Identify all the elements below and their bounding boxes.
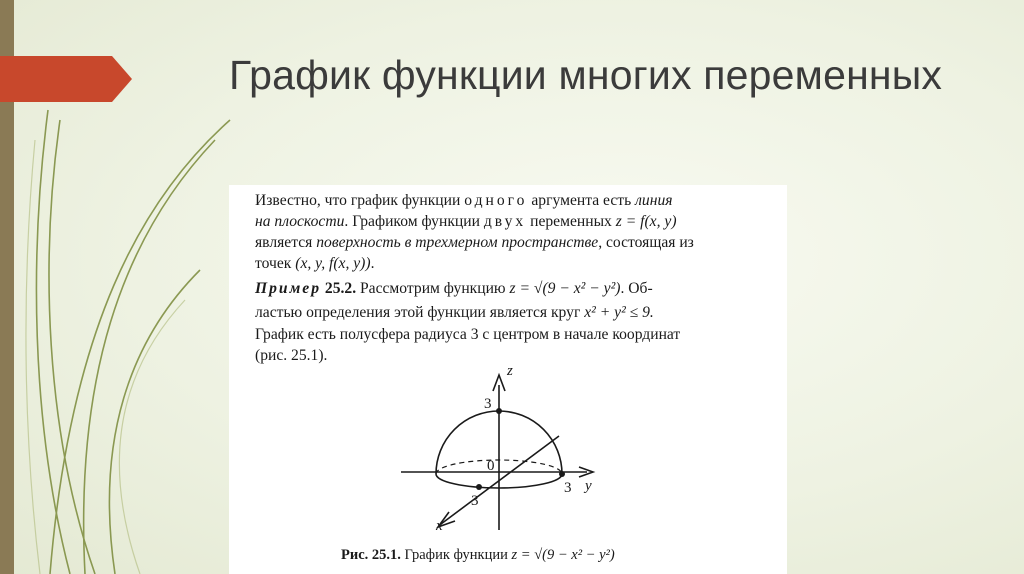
- doc-text-spaced: одного: [464, 192, 528, 209]
- doc-text: .: [370, 255, 375, 272]
- doc-formula: z = f(x, y): [615, 213, 677, 230]
- point-y3: [559, 471, 565, 477]
- figure-caption: [341, 547, 615, 564]
- caption-text: График функции: [404, 547, 508, 563]
- doc-line-7: График есть полусфера радиуса 3 с центром в начале координат: [255, 326, 681, 343]
- doc-text: аргумента есть: [531, 192, 632, 209]
- doc-text: ластью определения этой функции является круг: [255, 304, 581, 321]
- doc-text: является: [255, 234, 313, 251]
- origin-label: 0: [487, 458, 495, 474]
- decorative-curves: [0, 0, 260, 574]
- tick-label-z3: 3: [484, 396, 492, 412]
- axis-label-y: y: [585, 478, 592, 494]
- doc-formula: x² + y² ≤ 9.: [584, 304, 654, 321]
- caption-label: Рис. 25.1.: [341, 547, 401, 563]
- tick-label-x3: 3: [471, 493, 479, 509]
- axis-label-z: z: [507, 363, 513, 379]
- hemisphere-figure: [229, 185, 787, 574]
- doc-text-italic: на плоскости: [255, 213, 345, 230]
- doc-text: Рассмотрим функцию: [360, 280, 506, 297]
- point-z3: [496, 408, 502, 414]
- doc-text: . Об-: [620, 280, 653, 297]
- caption-formula: z = √(9 − x² − y²): [511, 547, 615, 563]
- doc-text-italic: поверхность в трехмерном пространстве: [316, 234, 599, 251]
- slide-title: График функции многих переменных: [229, 52, 943, 98]
- tick-label-y3: 3: [564, 480, 572, 496]
- doc-text: точек: [255, 255, 292, 272]
- doc-formula: (x, y, f(x, y)): [295, 255, 371, 272]
- doc-text: . Графиком функции: [344, 213, 480, 230]
- doc-text: Известно, что график функции: [255, 192, 461, 209]
- doc-text-italic: линия: [635, 192, 673, 209]
- x-axis-line: [441, 436, 559, 524]
- point-x3: [476, 484, 482, 490]
- example-label: Пример: [255, 280, 321, 297]
- doc-line-8: (рис. 25.1).: [255, 347, 328, 364]
- doc-text-spaced: двух: [483, 213, 527, 230]
- axis-label-x: x: [436, 518, 443, 534]
- doc-text: , состоящая из: [598, 234, 694, 251]
- doc-formula: z = √(9 − x² − y²): [509, 280, 621, 297]
- doc-text: переменных: [530, 213, 612, 230]
- document-image: [229, 185, 787, 574]
- example-number: 25.2.: [324, 280, 357, 297]
